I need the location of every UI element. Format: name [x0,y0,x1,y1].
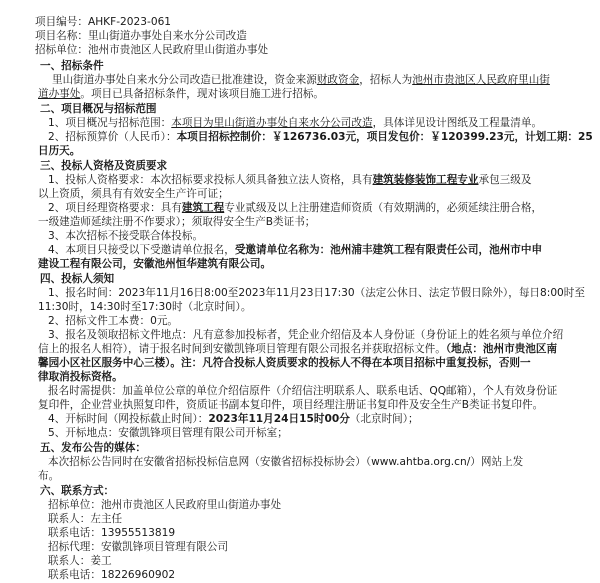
section-3-item-4-cont: 建设工程有限公司，安徽池州恒华建筑有限公司。 [38,258,272,270]
location-note-cont: 馨园小区社区服务中心三楼）。 [38,357,182,369]
tenderer-name-cont: 道办事处 [38,88,81,100]
text-span: 2、项目经理资格要求：具有 [48,202,182,214]
text-span: 4、本项目只接受以下受邀请单位报名， [48,244,235,256]
contact-person-2: 联系人：姜工 [48,555,112,567]
section-4-item-3: 3、报名及领取招标文件地点：凡有意参加投标者，凭企业介绍信及本人身份证（身份证上的姓名须与单位介绍 [48,329,564,341]
tenderer-name: 池州市贵池区人民政府里山街 [412,74,550,86]
contact-agent: 招标代理：安徽凯锋项目管理有限公司 [48,541,229,553]
section-6-title: 六、联系方式： [40,485,115,497]
section-1-line-1 [52,73,550,88]
section-1-line-2 [38,87,324,102]
text-span: ，招标人为 [359,74,413,86]
text-span: 1、投标人资格要求：本次招标要求投标人须具备独立法人资格，具有 [48,174,373,186]
tendering-unit: 招标单位：池州市贵池区人民政府里山街道办事处 [35,44,269,56]
text-span: 。项目已具备招标条件，现对该项目施工进行招标。 [80,88,325,100]
section-4-item-1: 1、报名时间：2023年11月16日8:00至2023年11月23日17:30（法定公休日、法定节假日除外），每日8:00时至 [48,287,585,299]
section-3-item-1-cont: 以上资质，须具有有效安全生产许可证； [38,188,229,200]
contact-tenderer: 招标单位：池州市贵池区人民政府里山街道办事处 [48,499,282,511]
invited-units: 受邀请单位名称为：池州浦丰建筑工程有限责任公司，池州市中申 [234,244,543,256]
text-span: ，具体详见设计图纸及工程量清单。 [372,117,543,129]
text-span: 里山街道办事处自来水分公司改造已批准建设，资金来源 [52,74,317,86]
text-span: 4、开标时间（网投标截止时间）： [48,413,209,425]
section-3-title: 三、投标人资格及资质要求 [40,160,168,172]
qualification-field: 建筑装修装饰工程专业 [372,174,479,186]
budget-price: 本项目招标控制价：￥126736.03元，项目发包价：￥120399.23元，计划工期：25 [176,131,593,143]
duplicate-bid-note: 注：凡符合投标人资质要求的投标人不得在本项目招标中重复投标，否则一 [181,357,531,369]
section-4-item-4: 报名时需提供：加盖单位公章的单位介绍信原件（介绍信注明联系人、联系电话、QQ邮箱），个人有效身份证 [48,385,558,397]
text-span: 承包三级及 [478,174,532,186]
section-2-item-2 [48,130,593,145]
section-2-item-2-cont: 日历天。 [38,145,81,157]
project-number: 项目编号：AHKF-2023-061 [35,16,172,28]
bid-opening-time: 2023年11月24日15时00分 [208,413,350,425]
section-5-text-cont: 布。 [38,470,60,482]
text-span: 专业贰级及以上注册建造师资质（有效期满的，必须延续注册合格， [224,202,543,214]
section-4-item-1-cont: 11:30时，14:30时至17:30时（北京时间）。 [38,301,252,313]
contact-person-1: 联系人：左主任 [48,513,123,525]
section-4-item-4-cont: 复印件，企业营业执照复印件，资质证书副本复印件，项目经理注册证书复印件及安全生产B类证书复印件。 [38,399,544,411]
text-span: （北京时间）； [349,413,419,425]
project-name: 项目名称：里山街道办事处自来水分公司改造 [35,30,247,42]
section-1-title: 一、招标条件 [40,60,104,72]
contact-phone-1: 联系电话：13955513819 [48,527,176,539]
contact-phone-2: 联系电话：18226960902 [48,569,176,581]
section-4-item-3-cont-3: 律取消投标资格。 [38,371,123,383]
text-span: 2、招标预算价（人民币）： [48,131,177,143]
fund-source: 财政资金 [316,74,360,86]
manager-specialty: 建筑工程 [181,202,225,214]
section-2-title: 二、项目概况与招标范围 [40,103,157,115]
section-3-item-1 [48,173,531,188]
section-4-item-3-cont [38,342,557,357]
section-4-title: 四、投标人须知 [40,273,115,285]
section-2-item-1 [48,116,542,131]
section-3-item-4 [48,243,542,258]
text-span: 1、项目概况与招标范围： [48,117,172,129]
section-4-item-2: 2、招标文件工本费：0元。 [48,315,179,327]
section-4-item-3-cont-2 [38,356,531,371]
section-3-item-2 [48,201,542,216]
location-note: （地点：池州市贵池区南 [445,343,558,355]
section-3-item-3: 3、本次招标不接受联合体投标。 [48,230,204,242]
section-4-item-6: 5、开标地点：安徽凯锋项目管理有限公司开标室； [48,427,288,439]
section-3-item-2-cont: 一级建造师延续注册不作要求）；须取得安全生产B类证书； [38,216,316,228]
project-scope: 本项目为里山街道办事处自来水分公司改造 [171,117,373,129]
section-5-text: 本次招标公告同时在安徽省招标投标信息网（安徽省招标投标协会）（www.ahtba.org.cn/）网站上发 [48,456,524,468]
text-span: 信上的报名人相符），请于报名时间到安徽凯锋项目管理有限公司报名并获取招标文件。 [38,343,446,355]
section-4-item-5 [48,412,419,427]
section-5-title: 五、发布公告的媒体： [40,442,146,454]
